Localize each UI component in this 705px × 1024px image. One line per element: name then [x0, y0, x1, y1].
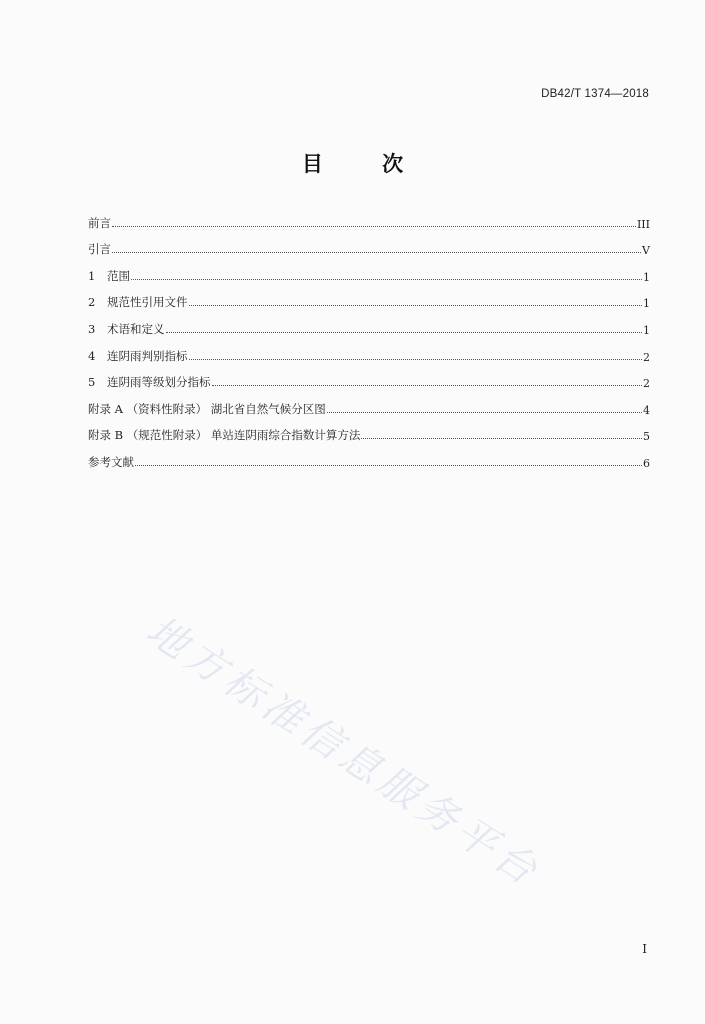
toc-entry-number: 5: [88, 375, 96, 390]
toc-entry-page: 1: [643, 270, 650, 284]
toc-leader-dots: [327, 412, 642, 413]
toc-leader-dots: [166, 332, 643, 333]
toc-entry-label: [88, 294, 188, 310]
toc-entry[interactable]: [88, 204, 650, 231]
toc-title: 目 次: [301, 152, 430, 176]
toc-entry-label: [88, 374, 211, 390]
toc-entry-text: 规范性引用文件: [107, 295, 188, 310]
toc-entry-text: 范围: [107, 268, 130, 283]
toc-entry-text: 前言: [88, 215, 111, 230]
toc-entry-number: 2: [88, 295, 96, 310]
toc-entry-label: [88, 348, 188, 364]
page-number: I: [642, 942, 647, 956]
toc-leader-dots: [189, 305, 643, 306]
toc-entry-number: 3: [88, 321, 96, 336]
toc-entry-text: 参考文献: [88, 454, 134, 469]
toc-leader-dots: [361, 438, 642, 439]
toc-entry-text: 连阴雨等级划分指标: [107, 375, 211, 390]
toc-entry-page: 2: [643, 350, 650, 364]
toc-entry-text: 附录 B （规范性附录） 单站连阴雨综合指数计算方法: [88, 428, 361, 443]
toc-leader-dots: [212, 385, 643, 386]
toc-entry[interactable]: [88, 284, 650, 311]
toc-entry-label: [88, 268, 130, 284]
toc-entry-page: 1: [643, 323, 650, 337]
toc-entry[interactable]: [88, 443, 650, 470]
toc-entry-page: 6: [643, 456, 650, 470]
toc-entry[interactable]: [88, 390, 650, 417]
toc-entry[interactable]: [88, 257, 650, 284]
toc-leader-dots: [189, 359, 643, 360]
toc-entry-page: 5: [643, 430, 650, 444]
toc-entry[interactable]: [88, 417, 650, 444]
toc-entry-label: [88, 401, 326, 417]
toc-entry-label: [88, 427, 360, 443]
toc-entry-label: [88, 215, 111, 231]
toc-entry-text: 连阴雨判别指标: [107, 348, 188, 363]
toc-leader-dots: [131, 279, 642, 280]
toc-leader-dots: [112, 226, 636, 227]
watermark: 地方标准信息服务平台: [138, 607, 549, 897]
toc-entry-label: [88, 321, 165, 337]
toc-entry-text: 附录 A （资料性附录） 湖北省自然气候分区图: [88, 401, 326, 416]
toc-entry[interactable]: [88, 310, 650, 337]
toc-leader-dots: [112, 252, 641, 253]
toc-entry[interactable]: [88, 364, 650, 391]
toc-entry[interactable]: [88, 337, 650, 364]
toc-entry-label: [88, 454, 134, 470]
toc-leader-dots: [135, 465, 642, 466]
toc-entry-text: 引言: [88, 242, 111, 257]
toc-entry-page: 2: [643, 377, 650, 391]
toc-entry[interactable]: [88, 231, 650, 258]
toc-entry-label: [88, 241, 111, 257]
standard-code: DB42/T 1374—2018: [541, 88, 649, 100]
toc-entry-page: 4: [643, 403, 650, 417]
table-of-contents: [88, 204, 650, 470]
toc-entry-page: 1: [643, 297, 650, 311]
toc-entry-number: 4: [88, 348, 96, 363]
toc-entry-number: 1: [88, 268, 96, 283]
toc-entry-page: V: [642, 244, 650, 258]
toc-entry-page: III: [636, 217, 650, 231]
toc-entry-text: 术语和定义: [107, 321, 165, 336]
